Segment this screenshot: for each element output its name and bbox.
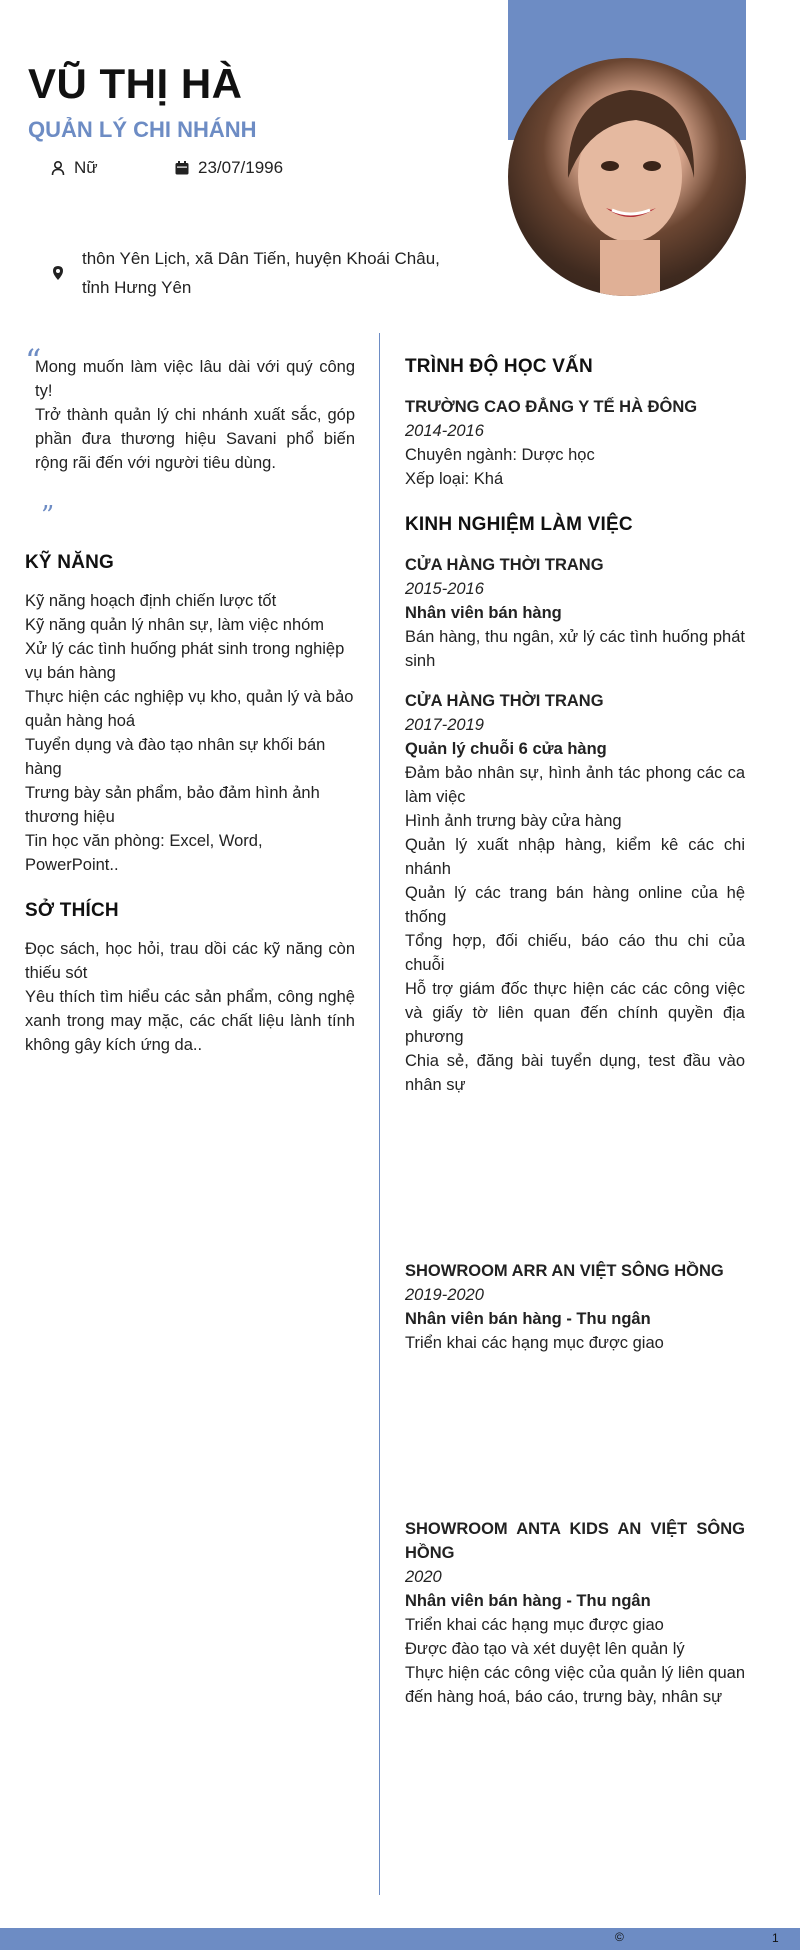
- job-detail: Tổng hợp, đối chiếu, báo cáo thu chi của chuỗi: [405, 932, 745, 974]
- job-detail: Quản lý các trang bán hàng online của hệ thống: [405, 884, 745, 926]
- right-column: [405, 355, 745, 1709]
- education-grade: Xếp loại: Khá: [405, 470, 504, 488]
- skill-item: Tin học văn phòng: Excel, Word, PowerPoint..: [25, 832, 263, 874]
- job-period: 2015-2016: [405, 580, 484, 598]
- job-company: CỬA HÀNG THỜI TRANG: [405, 692, 604, 710]
- job-position: Nhân viên bán hàng - Thu ngân: [405, 1310, 651, 1328]
- candidate-name: VŨ THỊ HÀ: [28, 60, 243, 107]
- job-position: Nhân viên bán hàng: [405, 604, 562, 622]
- job-entry: [405, 1517, 745, 1709]
- hobbies-list: [25, 937, 355, 1057]
- footer-page-number: 1: [772, 1931, 779, 1945]
- calendar-icon: [174, 160, 190, 176]
- gender-value: Nữ: [74, 158, 98, 177]
- job-period: 2020: [405, 1568, 442, 1586]
- job-detail: Được đào tạo và xét duyệt lên quản lý: [405, 1640, 685, 1658]
- quote-open-mark: “: [25, 342, 42, 380]
- experience-title: KINH NGHIỆM LÀM VIỆC: [405, 514, 633, 535]
- job-detail: Thực hiện các công việc của quản lý liên quan đến hàng hoá, báo cáo, trưng bày, nhân sự: [405, 1664, 745, 1706]
- job-period: 2019-2020: [405, 1286, 484, 1304]
- skills-list: [25, 589, 355, 877]
- education-period: 2014-2016: [405, 422, 484, 440]
- birthdate-value: 23/07/1996: [198, 158, 284, 177]
- candidate-role: QUẢN LÝ CHI NHÁNH: [28, 117, 257, 142]
- footer-copyright: ©: [615, 1930, 624, 1944]
- job-company: CỬA HÀNG THỜI TRANG: [405, 556, 604, 574]
- quote-close-mark: ”: [41, 501, 55, 531]
- job-detail: Triển khai các hạng mục được giao: [405, 1334, 664, 1352]
- job-entry: [405, 1259, 745, 1355]
- job-detail: Bán hàng, thu ngân, xử lý các tình huống phát sinh: [405, 628, 745, 670]
- profile-photo: [508, 58, 746, 296]
- address-line-1: thôn Yên Lịch, xã Dân Tiến, huyện Khoái Châu,: [82, 249, 440, 268]
- objective-line: Trở thành quản lý chi nhánh xuất sắc, góp phần đưa thương hiệu Savani phổ biến rộng rãi đến với người tiêu dùng.: [35, 406, 355, 472]
- page-footer: [0, 1928, 800, 1950]
- job-period: 2017-2019: [405, 716, 484, 734]
- job-detail: Hỗ trợ giám đốc thực hiện các các công việc và giấy tờ liên quan đến chính quyền địa phương: [405, 980, 745, 1046]
- user-icon: [50, 160, 66, 176]
- skill-item: Tuyển dụng và đào tạo nhân sự khối bán hàng: [25, 736, 326, 778]
- profile-photo-illustration: [508, 58, 746, 296]
- job-detail: Chia sẻ, đăng bài tuyển dụng, test đầu vào nhân sự: [405, 1052, 745, 1094]
- education-title: TRÌNH ĐỘ HỌC VẤN: [405, 356, 593, 377]
- location-pin-icon: [50, 265, 66, 281]
- birthdate-info: [174, 158, 283, 178]
- skill-item: Kỹ năng hoạch định chiến lược tốt: [25, 592, 277, 610]
- hobbies-title: SỞ THÍCH: [25, 900, 119, 921]
- school-name: TRƯỜNG CAO ĐẲNG Y TẾ HÀ ĐÔNG: [405, 398, 698, 416]
- job-entry: [405, 689, 745, 1097]
- job-position: Nhân viên bán hàng - Thu ngân: [405, 1592, 651, 1610]
- skill-item: Xử lý các tình huống phát sinh trong nghiệp vụ bán hàng: [25, 640, 345, 682]
- job-detail: Hình ảnh trưng bày cửa hàng: [405, 812, 622, 830]
- job-detail: Đảm bảo nhân sự, hình ảnh tác phong các ca làm việc: [405, 764, 745, 806]
- job-company: SHOWROOM ANTA KIDS AN VIỆT SÔNG HỒNG: [405, 1520, 745, 1562]
- job-detail: Triển khai các hạng mục được giao: [405, 1616, 664, 1634]
- objective-line: Mong muốn làm việc lâu dài với quý công ty!: [35, 358, 355, 400]
- skill-item: Trưng bày sản phẩm, bảo đảm hình ảnh thương hiệu: [25, 784, 320, 826]
- skill-item: Thực hiện các nghiệp vụ kho, quản lý và bảo quản hàng hoá: [25, 688, 354, 730]
- job-position: Quản lý chuỗi 6 cửa hàng: [405, 740, 607, 758]
- hobby-item: Yêu thích tìm hiểu các sản phẩm, công nghệ xanh trong may mặc, các chất liệu lành tính không gây kích ứng da..: [25, 988, 355, 1054]
- job-company: SHOWROOM ARR AN VIỆT SÔNG HỒNG: [405, 1262, 724, 1280]
- address-line-2: tỉnh Hưng Yên: [82, 278, 192, 297]
- column-divider: [379, 333, 380, 1895]
- job-entry: [405, 553, 745, 673]
- skill-item: Kỹ năng quản lý nhân sự, làm việc nhóm: [25, 616, 325, 634]
- hobby-item: Đọc sách, học hỏi, trau dồi các kỹ năng còn thiếu sót: [25, 940, 355, 982]
- gender-info: [50, 158, 98, 178]
- education-major: Chuyên ngành: Dược học: [405, 446, 595, 464]
- career-objective: [35, 355, 355, 475]
- skills-title: KỸ NĂNG: [25, 552, 115, 573]
- address-info: [50, 244, 462, 302]
- job-detail: Quản lý xuất nhập hàng, kiểm kê các chi nhánh: [405, 836, 745, 878]
- address-text: [82, 244, 462, 302]
- left-column: [25, 342, 355, 1057]
